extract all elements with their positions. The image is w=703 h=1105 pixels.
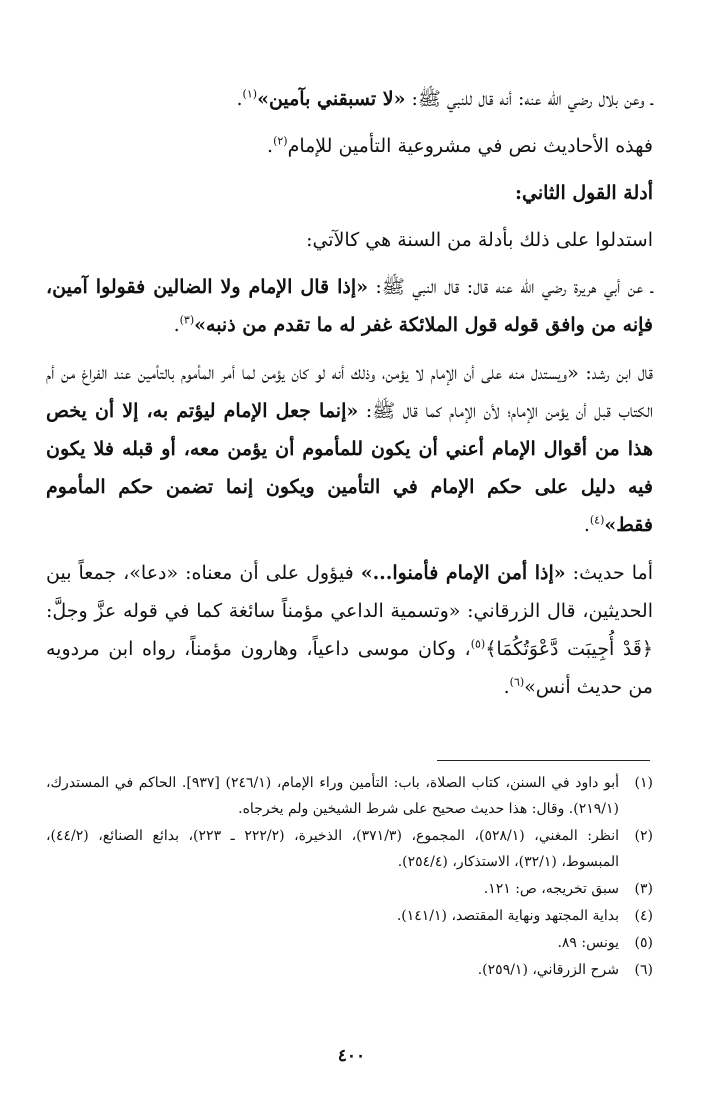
- summary-text: فهذه الأحاديث نص في مشروعية التأمين للإمام: [287, 135, 653, 157]
- abu-hurayra-intro: ـ عن أبي هريرة رضي الله عنه قال: قال النبي ﷺ:: [367, 276, 653, 298]
- footnote-number: (٤): [634, 908, 653, 924]
- footnote-number: (٦): [634, 962, 653, 978]
- footnote-item: [46, 770, 653, 822]
- footnote-ref-4[interactable]: (٤): [589, 513, 605, 527]
- footnote-item: [46, 930, 653, 956]
- footnote-item: [46, 823, 653, 875]
- footnote-item: [46, 957, 653, 983]
- zurqani-end: .: [503, 676, 510, 698]
- paragraph-zurqani: [46, 554, 653, 706]
- zurqani-middle: فيؤول على أن معناه: «دعا»، جمعاً بين الحديثين، قال الزرقاني: «وتسمية الداعي مؤمناً سائغة كما في قوله عزَّ وجلَّ: ﴿قَدْ أُجِيبَت دَّعْوَتُكُمَا﴾: [46, 562, 654, 660]
- footnotes: [46, 770, 653, 984]
- footnote-number: (٥): [634, 935, 653, 951]
- zurqani-tail: ، وكان موسى داعياً، وهارون مؤمناً، رواه ابن مردويه من حديث أنس»: [46, 638, 653, 698]
- footnote-item: [46, 903, 653, 929]
- footnote-number: (١): [634, 775, 653, 791]
- footnote-text: يونس: ٨٩.: [557, 935, 619, 951]
- footnote-item: [46, 876, 653, 902]
- paragraph-bilal-hadith: [46, 80, 653, 118]
- footnote-number: (٣): [634, 881, 653, 897]
- footnote-text: انظر: المغني، (٥٢٨/١)، المجموع، (٣٧١/٣)، الذخيرة، (٢٢٢/٢ ـ ٢٢٣)، بدائع الصنائع، (٤٤/٢)، المبسوط، (٣٢/١)، الاستذكار، (٢٥٤/٤).: [46, 828, 619, 870]
- footnote-divider: [437, 760, 650, 761]
- footnote-text: بداية المجتهد ونهاية المقتصد، (١٤١/١).: [396, 908, 619, 924]
- abu-hurayra-end: .: [173, 314, 180, 336]
- abu-hurayra-quote: «إذا قال الإمام ولا الضالين فقولوا آمين، فإنه من وافق قوله قول الملائكة غفر له ما تقدم من ذنبه»: [46, 276, 653, 336]
- summary-end: .: [267, 135, 274, 157]
- paragraph-ibn-rushd: [46, 354, 653, 544]
- footnote-ref-5[interactable]: (٥): [470, 637, 486, 651]
- zurqani-hadith-quote: «إذا أمن الإمام فأمنوا...»: [360, 562, 566, 584]
- footnote-text: شرح الزرقاني، (٢٥٩/١).: [477, 962, 619, 978]
- footnote-ref-6[interactable]: (٦): [509, 675, 525, 689]
- paragraph-summary: [46, 127, 653, 165]
- bilal-hadith-intro: ـ وعن بلال رضي الله عنه: أنه قال للنبي ﷺ:: [405, 88, 653, 110]
- main-text: [46, 80, 653, 715]
- ibn-rushd-end: .: [583, 514, 590, 536]
- bilal-hadith-end: .: [236, 88, 243, 110]
- footnote-ref-3[interactable]: (٣): [179, 313, 195, 327]
- footnote-text: سبق تخريجه، ص: ١٢١.: [483, 881, 619, 897]
- ibn-rushd-quote: «إنما جعل الإمام ليؤتم به، إلا أن يخص هذا من أقوال الإمام أعني أن يكون للمأموم أن يؤمن معه، أو قبله فلا يكون فيه دليل على حكم الإمام في التأمين ويكون إنما تضمن حكم المأموم فقط»: [46, 400, 653, 536]
- paragraph-abu-hurayra-hadith: [46, 268, 653, 344]
- ibn-rushd-intro: قال ابن رشد: «ويستدل منه على أن الإمام لا يؤمن، وذلك أنه لو كان يؤمن لما أمر المأموم بالتأمين عند الفراغ من أم الكتاب قبل أن يؤمن الإمام؛ لأن الإمام كما قال ﷺ:: [46, 362, 653, 422]
- footnote-ref-1[interactable]: (١): [242, 87, 258, 101]
- section-heading: أدلة القول الثاني:: [515, 182, 653, 204]
- zurqani-intro: أما حديث:: [565, 562, 653, 584]
- footnote-text: أبو داود في السنن، كتاب الصلاة، باب: التأمين وراء الإمام، (٢٤٦/١) [٩٣٧]. الحاكم في المستدرك، (٢١٩/١). وقال: هذا حديث صحيح على شرط الشيخين ولم يخرجاه.: [46, 775, 620, 817]
- footnote-ref-2[interactable]: (٢): [273, 134, 288, 148]
- bilal-hadith-quote: «لا تسبقني بآمين»: [257, 88, 406, 110]
- footnote-number: (٢): [634, 828, 653, 844]
- page-number: ٤٠٠: [337, 1046, 366, 1066]
- paragraph-evidence-intro: استدلوا على ذلك بأدلة من السنة هي كالآتي:: [306, 229, 653, 251]
